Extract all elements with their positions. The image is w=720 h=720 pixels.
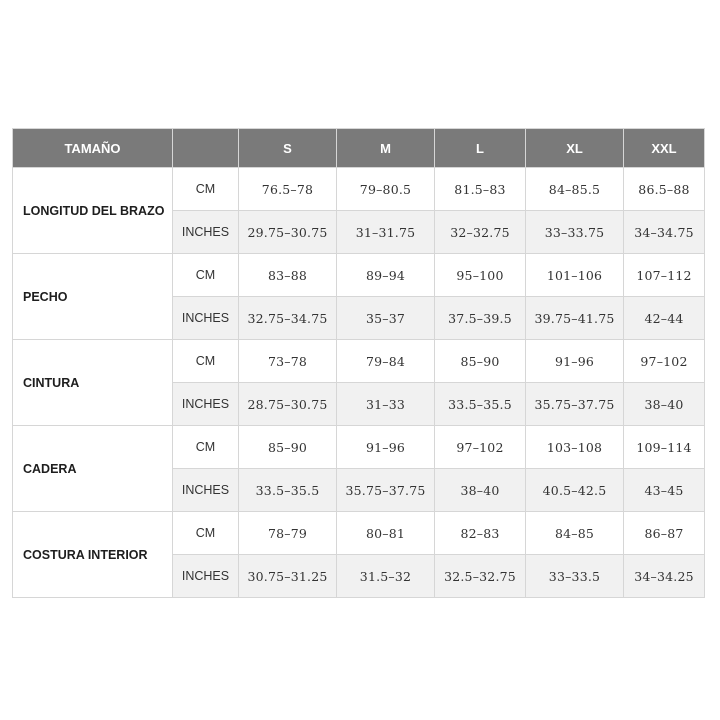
unit-cell: CM — [173, 512, 239, 555]
value-cell: 35–37 — [337, 297, 435, 340]
value-cell: 43–45 — [624, 469, 705, 512]
size-chart — [12, 128, 704, 598]
value-cell: 32.5–32.75 — [435, 555, 526, 598]
value-cell: 97–102 — [435, 426, 526, 469]
value-cell: 82–83 — [435, 512, 526, 555]
value-cell: 35.75–37.75 — [337, 469, 435, 512]
header-unit-label — [173, 129, 239, 168]
value-cell: 91–96 — [337, 426, 435, 469]
measure-name: COSTURA INTERIOR — [13, 512, 173, 598]
unit-cell: INCHES — [173, 211, 239, 254]
value-cell: 32–32.75 — [435, 211, 526, 254]
size-chart-table — [12, 128, 705, 598]
unit-cell: INCHES — [173, 469, 239, 512]
value-cell: 40.5–42.5 — [526, 469, 624, 512]
table-row — [13, 254, 705, 297]
unit-cell: INCHES — [173, 297, 239, 340]
value-cell: 84–85 — [526, 512, 624, 555]
value-cell: 28.75–30.75 — [239, 383, 337, 426]
table-row — [13, 340, 705, 383]
value-cell: 39.75–41.75 — [526, 297, 624, 340]
header-size-xxl: XXL — [624, 129, 705, 168]
value-cell: 109–114 — [624, 426, 705, 469]
header-size-s: S — [239, 129, 337, 168]
value-cell: 76.5–78 — [239, 168, 337, 211]
value-cell: 34–34.75 — [624, 211, 705, 254]
header-size-l: L — [435, 129, 526, 168]
value-cell: 34–34.25 — [624, 555, 705, 598]
value-cell: 95–100 — [435, 254, 526, 297]
value-cell: 33.5–35.5 — [239, 469, 337, 512]
measure-name: PECHO — [13, 254, 173, 340]
measure-name: LONGITUD DEL BRAZO — [13, 168, 173, 254]
value-cell: 86.5–88 — [624, 168, 705, 211]
header-size-m: M — [337, 129, 435, 168]
value-cell: 42–44 — [624, 297, 705, 340]
value-cell: 84–85.5 — [526, 168, 624, 211]
header-size-label: TAMAÑO — [13, 129, 173, 168]
value-cell: 35.75–37.75 — [526, 383, 624, 426]
unit-cell: INCHES — [173, 555, 239, 598]
value-cell: 86–87 — [624, 512, 705, 555]
value-cell: 101–106 — [526, 254, 624, 297]
unit-cell: INCHES — [173, 383, 239, 426]
value-cell: 38–40 — [624, 383, 705, 426]
table-row — [13, 512, 705, 555]
table-row — [13, 168, 705, 211]
value-cell: 78–79 — [239, 512, 337, 555]
table-header-row — [13, 129, 705, 168]
value-cell: 33.5–35.5 — [435, 383, 526, 426]
value-cell: 33–33.75 — [526, 211, 624, 254]
value-cell: 38–40 — [435, 469, 526, 512]
measure-name: CADERA — [13, 426, 173, 512]
header-size-xl: XL — [526, 129, 624, 168]
value-cell: 33–33.5 — [526, 555, 624, 598]
value-cell: 31.5–32 — [337, 555, 435, 598]
measure-name: CINTURA — [13, 340, 173, 426]
value-cell: 31–31.75 — [337, 211, 435, 254]
value-cell: 89–94 — [337, 254, 435, 297]
value-cell: 29.75–30.75 — [239, 211, 337, 254]
value-cell: 80–81 — [337, 512, 435, 555]
value-cell: 37.5–39.5 — [435, 297, 526, 340]
value-cell: 107–112 — [624, 254, 705, 297]
unit-cell: CM — [173, 254, 239, 297]
value-cell: 79–84 — [337, 340, 435, 383]
unit-cell: CM — [173, 426, 239, 469]
unit-cell: CM — [173, 340, 239, 383]
value-cell: 73–78 — [239, 340, 337, 383]
unit-cell: CM — [173, 168, 239, 211]
value-cell: 97–102 — [624, 340, 705, 383]
table-row — [13, 426, 705, 469]
value-cell: 85–90 — [239, 426, 337, 469]
value-cell: 79–80.5 — [337, 168, 435, 211]
value-cell: 31–33 — [337, 383, 435, 426]
value-cell: 83–88 — [239, 254, 337, 297]
value-cell: 103–108 — [526, 426, 624, 469]
value-cell: 85–90 — [435, 340, 526, 383]
value-cell: 32.75–34.75 — [239, 297, 337, 340]
value-cell: 81.5–83 — [435, 168, 526, 211]
value-cell: 30.75–31.25 — [239, 555, 337, 598]
value-cell: 91–96 — [526, 340, 624, 383]
